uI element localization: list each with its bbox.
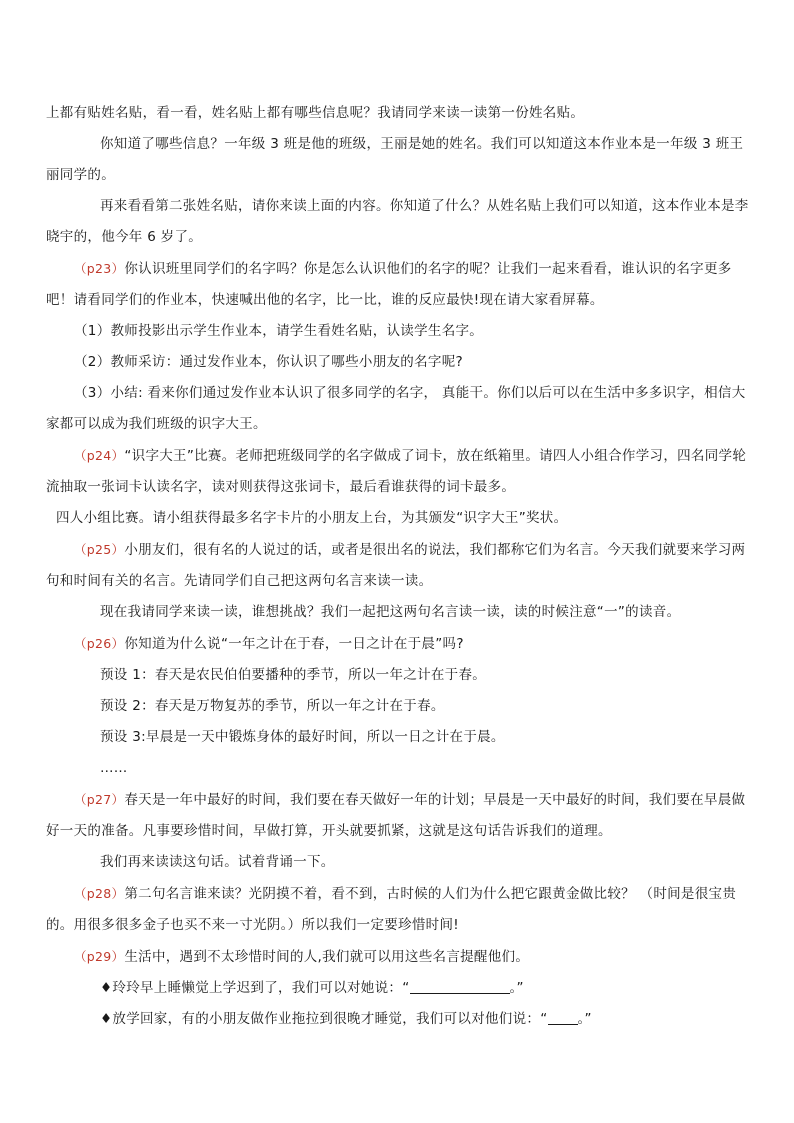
slide-label-p25: （p25） bbox=[74, 542, 125, 557]
preset-answer-1: 预设 1：春天是农民伯伯要播种的季节，所以一年之计在于春。 bbox=[100, 667, 487, 683]
fill-in-item-1 bbox=[46, 973, 750, 1004]
paragraph-p27 bbox=[46, 784, 750, 847]
slide-label-p27: （p27） bbox=[74, 792, 125, 807]
slide-label-p28: （p28） bbox=[74, 886, 125, 901]
paragraph-group-contest: 四人小组比赛。请小组获得最多名字卡片的小朋友上台，为其颁发“识字大王”奖状。 bbox=[56, 510, 568, 526]
paragraph-first-name-tag: 你知道了哪些信息？一年级 3 班是他的班级，王丽是她的姓名。我们可以知道这本作业本是一年级 3 班王丽同学的。 bbox=[46, 136, 744, 183]
list-item-3: （3）小结: 看来你们通过发作业本认识了很多同学的名字， 真能干。你们以后可以在生活中多多识字，相信大家都可以成为我们班级的识字大王。 bbox=[46, 385, 746, 432]
paragraph-p24-text: “识字大王”比赛。老师把班级同学的名字做成了词卡，放在纸箱里。请四人小组合作学习，四名同学轮流抽取一张词卡认读名字，读对则获得这张词卡，最后看谁获得的词卡最多。 bbox=[46, 448, 747, 495]
fill-in-item-2 bbox=[46, 1004, 750, 1035]
slide-label-p26: （p26） bbox=[74, 636, 125, 651]
paragraph-p23 bbox=[46, 253, 750, 316]
slide-label-p24: （p24） bbox=[74, 448, 125, 463]
paragraph-p28-text: 第二句名言谁来读？光阴摸不着，看不到，古时候的人们为什么把它跟黄金做比较？ （时间是很宝贵的。用很多很多金子也买不来一寸光阴。）所以我们一定要珍惜时间! bbox=[46, 886, 737, 933]
fill-in-item-1-prompt: ♦玲玲早上睡懒觉上学迟到了，我们可以对她说：“ bbox=[100, 980, 410, 996]
paragraph-p23-text: 你认识班里同学们的名字吗？你是怎么认识他们的名字的呢？让我们一起来看看，谁认识的名字更多吧！请看同学们的作业本，快速喊出他的名字，比一比，谁的反应最快!现在请大家看屏幕。 bbox=[46, 261, 732, 308]
answer-blank-2 bbox=[548, 1010, 578, 1025]
list-item-1: （1）教师投影出示学生作业本，请学生看姓名贴，认读学生名字。 bbox=[74, 323, 484, 339]
paragraph-p25-text: 小朋友们，很有名的人说过的话，或者是很出名的说法，我们都称它们为名言。今天我们就要来学习两句和时间有关的名言。先请同学们自己把这两句名言来读一读。 bbox=[46, 542, 746, 589]
paragraph-recite: 我们再来读读这句话。试着背诵一下。 bbox=[100, 854, 335, 870]
preset-answer-3: 预设 3:早晨是一天中锻炼身体的最好时间，所以一日之计在于晨。 bbox=[100, 729, 505, 745]
paragraph-p29 bbox=[46, 941, 750, 973]
paragraph-second-name-tag: 再来看看第二张姓名贴，请你来读上面的内容。你知道了什么？从姓名贴上我们可以知道，这本作业本是李晓宇的，他今年 6 岁了。 bbox=[46, 198, 749, 245]
fill-in-item-2-prompt: ♦放学回家，有的小朋友做作业拖拉到很晚才睡觉，我们可以对他们说：“ bbox=[100, 1011, 548, 1027]
lesson-plan-body bbox=[46, 98, 750, 1035]
paragraph-p27-text: 春天是一年中最好的时间，我们要在春天做好一年的计划；早晨是一天中最好的时间，我们要在早晨做好一天的准备。凡事要珍惜时间，早做打算，开头就要抓紧，这就是这句话告诉我们的道理。 bbox=[46, 792, 746, 839]
fill-in-item-1-close: 。” bbox=[509, 980, 524, 996]
answer-blank-1 bbox=[410, 979, 510, 994]
list-item-2: （2）教师采访：通过发作业本，你认识了哪些小朋友的名字呢? bbox=[74, 354, 463, 370]
paragraph-p24 bbox=[46, 440, 750, 503]
paragraph-intro: 上都有贴姓名贴，看一看，姓名贴上都有哪些信息呢？我请同学来读一读第一份姓名贴。 bbox=[46, 105, 585, 121]
paragraph-p29-text: 生活中，遇到不太珍惜时间的人,我们就可以用这些名言提醒他们。 bbox=[124, 949, 530, 965]
paragraph-p28 bbox=[46, 878, 750, 941]
fill-in-item-2-close: 。” bbox=[577, 1011, 592, 1027]
paragraph-read-together: 现在我请同学来读一读，谁想挑战？我们一起把这两句名言读一读，读的时候注意“一”的读音。 bbox=[100, 604, 681, 620]
paragraph-p26 bbox=[46, 628, 750, 660]
paragraph-p26-text: 你知道为什么说“一年之计在于春，一日之计在于晨”吗? bbox=[124, 636, 464, 652]
slide-label-p23: （p23） bbox=[74, 261, 125, 276]
ellipsis-text: …… bbox=[100, 760, 128, 776]
preset-answer-2: 预设 2：春天是万物复苏的季节，所以一年之计在于春。 bbox=[100, 698, 445, 714]
paragraph-p25 bbox=[46, 534, 750, 597]
slide-label-p29: （p29） bbox=[74, 949, 125, 964]
